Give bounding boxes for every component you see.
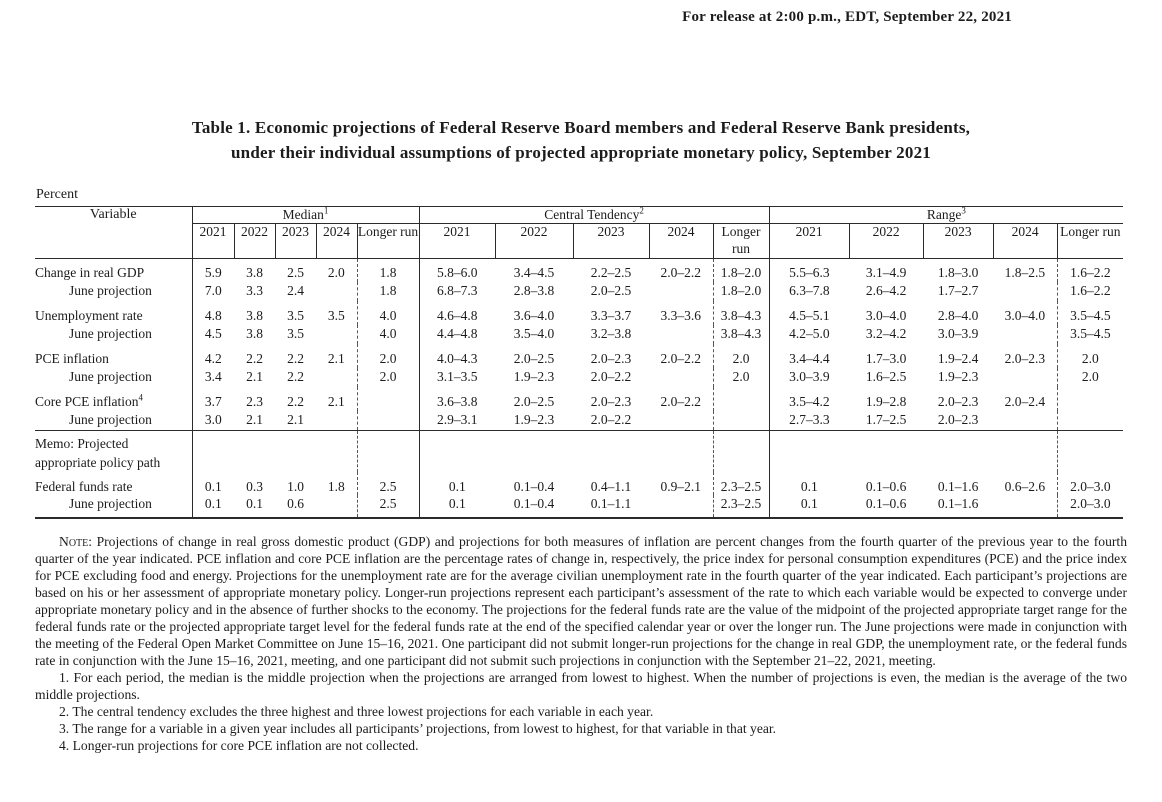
table-cell: 4.6–4.8	[419, 301, 495, 325]
table-cell: 3.4–4.5	[513, 265, 555, 281]
table-cell	[649, 368, 713, 388]
table-cell: 3.8–4.3	[713, 301, 769, 325]
table-cell	[573, 431, 649, 472]
header-range	[769, 207, 1123, 224]
table-cell: 1.8–3.0	[937, 265, 979, 281]
table-cell: 3.5–4.5	[1057, 301, 1123, 325]
table-cell: 2.1	[246, 411, 263, 427]
table-cell: 0.1–0.4	[513, 496, 555, 512]
table-cell: 6.3–7.8	[769, 282, 849, 302]
table-cell: 2.0–2.2	[590, 368, 632, 384]
table-cell	[923, 431, 993, 472]
note-label: Note:	[59, 533, 93, 549]
header-year: 2022	[234, 224, 275, 259]
table-cell: 3.6–3.8	[419, 387, 495, 411]
footnote-marker: 1	[323, 205, 329, 216]
table-cell: 3.8–4.3	[713, 325, 769, 345]
table-cell: 2.2	[246, 351, 263, 367]
header-range-label: Range	[926, 207, 962, 223]
table-cell: 2.8–3.8	[513, 282, 555, 298]
table-cell: 4.5–5.1	[769, 301, 849, 325]
table-cell: 2.5	[357, 472, 419, 496]
table-cell	[649, 411, 713, 431]
table-cell	[713, 387, 769, 411]
table-cell: 3.0–3.9	[769, 368, 849, 388]
table-cell: 2.9–3.1	[419, 411, 495, 431]
table-cell: 0.4–1.1	[590, 478, 632, 494]
header-median-label: Median	[282, 207, 324, 223]
table-cell	[357, 387, 419, 411]
table-cell: 2.0–3.0	[1057, 495, 1123, 518]
table-cell: 0.1–0.4	[513, 478, 555, 494]
table-cell: 3.0–3.9	[937, 325, 979, 341]
table-cell: 1.8	[357, 259, 419, 282]
row-label: June projection	[69, 368, 152, 384]
table-cell: 0.1	[246, 496, 263, 512]
table-cell: 2.4	[287, 282, 304, 298]
footnote-marker: 3	[961, 205, 966, 216]
memo-line1: Memo: Projected	[35, 436, 129, 452]
row-label: June projection	[69, 282, 152, 298]
table-cell: 5.9	[192, 259, 234, 282]
header-year: 2023	[275, 224, 316, 259]
table-cell: 1.8–2.0	[713, 259, 769, 282]
table-cell: 3.4	[192, 368, 234, 388]
table-cell: 5.8–6.0	[419, 259, 495, 282]
table-cell: 4.0	[357, 325, 419, 345]
table-cell: 0.6	[287, 496, 304, 512]
table-cell: 2.0–2.3	[937, 394, 979, 410]
header-year: 2021	[769, 224, 849, 259]
table-cell: 2.1	[246, 368, 263, 384]
table-row-gdp-june	[35, 282, 1123, 302]
table-cell	[649, 325, 713, 345]
table-cell: 2.3	[246, 394, 263, 410]
table-cell: 2.0–2.2	[660, 265, 702, 281]
table-cell: 2.0	[1057, 368, 1123, 388]
header-longer-run: Longer run	[713, 224, 769, 259]
table-cell: 1.7–2.5	[865, 411, 907, 427]
table-cell: 2.0–2.5	[513, 394, 555, 410]
table-cell: 0.1–1.1	[590, 496, 632, 512]
table-cell: 3.5	[327, 308, 345, 324]
table-cell	[849, 431, 923, 472]
table-cell: 3.5	[287, 325, 304, 341]
table-cell: 1.7–2.7	[937, 282, 979, 298]
table-cell	[316, 495, 357, 518]
table-cell	[769, 431, 849, 472]
table-cell: 2.2	[287, 368, 304, 384]
table-cell: 2.0–2.3	[590, 351, 632, 367]
table-cell	[713, 411, 769, 431]
table-cell	[1057, 387, 1123, 411]
table-cell: 4.5	[192, 325, 234, 345]
row-label	[35, 431, 192, 472]
table-cell: 2.0–2.3	[590, 394, 632, 410]
unit-label: Percent	[36, 187, 78, 203]
header-central-tendency	[419, 207, 769, 224]
table-cell: 1.9–2.4	[937, 351, 979, 367]
table-cell: 3.3–3.6	[660, 308, 702, 324]
table-cell: 1.9–2.3	[513, 368, 555, 384]
table-cell: 2.5	[287, 265, 304, 281]
table-cell: 2.0	[357, 368, 419, 388]
row-label: June projection	[69, 325, 152, 341]
header-median	[192, 207, 419, 224]
table-row-core-pce	[35, 387, 1123, 411]
row-label: June projection	[69, 496, 152, 512]
header-year: 2021	[192, 224, 234, 259]
table-cell: 2.0–2.2	[660, 394, 702, 410]
header-year: 2023	[923, 224, 993, 259]
table-cell: 1.9–2.3	[937, 368, 979, 384]
row-label-text: Core PCE inflation	[35, 394, 139, 410]
table-title-line1: Table 1. Economic projections of Federal Reserve Board members and Federal Reserve Bank presidents,	[191, 118, 971, 137]
table-cell: 2.0	[327, 265, 345, 281]
table-cell: 0.1–0.6	[865, 496, 907, 512]
table-cell	[419, 431, 495, 472]
table-cell: 2.2–2.5	[590, 265, 632, 281]
header-year: 2022	[495, 224, 573, 259]
footnote-1: 1. For each period, the median is the middle projection when the projections are arranged from lowest to highest. When the number of projections is even, the median is the average of the two middle projections.	[35, 669, 1127, 702]
table-cell: 3.2–3.8	[590, 325, 632, 341]
table-cell: 1.8	[327, 478, 345, 494]
table-cell	[316, 431, 357, 472]
table-cell: 2.0–2.3	[1004, 351, 1046, 367]
table-cell: 1.9–2.8	[865, 394, 907, 410]
table-cell: 3.3–3.7	[590, 308, 632, 324]
table-cell: 4.4–4.8	[419, 325, 495, 345]
table-cell	[993, 495, 1057, 518]
economic-projections-table	[35, 206, 1123, 519]
table-cell: 3.1–4.9	[865, 265, 907, 281]
table-cell: 1.6–2.5	[865, 368, 907, 384]
table-cell	[495, 431, 573, 472]
table-cell: 3.6–4.0	[513, 308, 555, 324]
release-line: For release at 2:00 p.m., EDT, September 22, 2021	[682, 9, 1012, 25]
table-cell: 6.8–7.3	[419, 282, 495, 302]
table-cell: 0.1	[192, 495, 234, 518]
table-cell: 1.7–3.0	[865, 351, 907, 367]
table-cell	[993, 368, 1057, 388]
table-cell	[649, 495, 713, 518]
table-cell: 4.2–5.0	[769, 325, 849, 345]
table-row-pce-inflation-june	[35, 368, 1123, 388]
table-cell: 2.3–2.5	[713, 495, 769, 518]
table-cell	[649, 282, 713, 302]
table-cell: 2.0–2.2	[660, 351, 702, 367]
table-cell: 1.9–2.3	[513, 411, 555, 427]
table-cell	[316, 368, 357, 388]
table-cell: 2.1	[327, 394, 345, 410]
table-row-pce-inflation	[35, 344, 1123, 368]
table-row-fed-funds-june	[35, 495, 1123, 518]
table-cell	[357, 431, 419, 472]
table-cell: 2.3–2.5	[713, 472, 769, 496]
table-cell: 0.1	[192, 472, 234, 496]
table-cell	[234, 431, 275, 472]
footnote-marker: 4	[138, 392, 143, 403]
table-cell	[1057, 431, 1123, 472]
table-cell: 2.0–2.5	[590, 282, 632, 298]
table-cell: 3.5	[287, 308, 304, 324]
table-cell: 0.1–1.6	[937, 496, 979, 512]
table-cell: 0.1	[419, 472, 495, 496]
table-cell: 0.3	[246, 478, 263, 494]
header-year: 2024	[316, 224, 357, 259]
table-cell	[316, 411, 357, 431]
table-cell: 3.8	[246, 265, 263, 281]
table-cell	[993, 431, 1057, 472]
table-cell: 2.6–4.2	[865, 282, 907, 298]
table-row-unemployment	[35, 301, 1123, 325]
section-header-row	[35, 207, 1123, 224]
table-cell: 2.0	[357, 344, 419, 368]
header-year: 2022	[849, 224, 923, 259]
header-longer-run: Longer run	[357, 224, 419, 259]
table-cell	[993, 325, 1057, 345]
table-cell: 3.5–4.0	[513, 325, 555, 341]
table-row-core-pce-june	[35, 411, 1123, 431]
header-longer-run: Longer run	[1057, 224, 1123, 259]
table-cell: 0.9–2.1	[660, 478, 702, 494]
table-cell: 3.2–4.2	[865, 325, 907, 341]
table-cell: 4.2	[192, 344, 234, 368]
table-cell: 1.6–2.2	[1057, 259, 1123, 282]
note-paragraph	[35, 533, 1127, 669]
table-cell: 3.1–3.5	[419, 368, 495, 388]
row-label	[35, 387, 192, 411]
table-row-gdp	[35, 259, 1123, 282]
table-cell: 5.5–6.3	[769, 259, 849, 282]
row-label: June projection	[69, 411, 152, 427]
table-cell: 3.0–4.0	[1004, 308, 1046, 324]
table-cell: 3.8	[246, 325, 263, 341]
table-cell: 2.0	[713, 344, 769, 368]
table-cell: 2.0–2.5	[513, 351, 555, 367]
table-cell: 2.0–2.3	[937, 411, 979, 427]
table-cell: 3.7	[192, 387, 234, 411]
table-cell: 0.1–0.6	[865, 478, 907, 494]
row-label: Unemployment rate	[35, 308, 143, 324]
table-cell	[316, 325, 357, 345]
memo-line2: appropriate policy path	[35, 454, 161, 470]
header-year: 2021	[419, 224, 495, 259]
table-cell: 1.8	[357, 282, 419, 302]
row-label: Federal funds rate	[35, 478, 133, 494]
table-cell: 4.8	[192, 301, 234, 325]
table-cell: 4.0	[357, 301, 419, 325]
table-cell: 2.0–2.4	[1004, 394, 1046, 410]
header-variable: Variable	[35, 207, 192, 259]
table-cell: 3.0	[192, 411, 234, 431]
table-title-line2: under their individual assumptions of projected appropriate monetary policy, September 2021	[231, 142, 931, 162]
table-cell	[993, 282, 1057, 302]
table-cell: 3.4–4.4	[769, 344, 849, 368]
table-cell: 0.1	[769, 472, 849, 496]
header-year: 2024	[993, 224, 1057, 259]
table-cell: 0.1–1.6	[937, 478, 979, 494]
table-cell: 7.0	[192, 282, 234, 302]
table-cell: 2.0–2.2	[590, 411, 632, 427]
table-cell	[713, 431, 769, 472]
note-text: Projections of change in real gross domestic product (GDP) and projections for both measures of inflation are percent changes from the fourth quarter of the previous year to the fourth quarter of the year indicated. PCE inflation and core PCE inflation are the percentage rates of change in, respectively, the price index for personal consumption expenditures (PCE) and the price index for PCE excluding food and energy. Projections for the unemployment rate are for the average civilian unemployment rate in the fourth quarter of the year indicated. Each participant’s projections are based on his or her assessment of appropriate monetary policy. Longer-run projections represent each participant’s assessment of the rate to which each variable would be expected to converge under appropriate monetary policy and in the absence of further shocks to the economy. The projections for the federal funds rate are the value of the midpoint of the projected appropriate target range for the federal funds rate or the projected appropriate target level for the federal funds rate at the end of the specified calendar year or over the longer run. The June projections were made in conjunction with the meeting of the Federal Open Market Committee on June 15–16, 2021. One participant did not submit longer-run projections for the change in real GDP, the unemployment rate, or the federal funds rate in conjunction with the June 15–16, 2021, meeting, and one participant did not submit such projections in conjunction with the September 21–22, 2021, meeting.	[35, 533, 1127, 668]
table-cell: 3.5–4.2	[769, 387, 849, 411]
table-row-fed-funds	[35, 472, 1123, 496]
table-cell	[1057, 411, 1123, 431]
notes-section	[35, 533, 1127, 754]
footnote-3: 3. The range for a variable in a given year includes all participants’ projections, from lowest to highest, for that variable in that year.	[59, 720, 777, 736]
table-cell	[649, 431, 713, 472]
table-cell: 0.1	[419, 495, 495, 518]
table-cell: 2.0	[1057, 344, 1123, 368]
table-cell: 2.0–3.0	[1057, 472, 1123, 496]
table-cell	[357, 411, 419, 431]
table-cell: 1.8–2.0	[713, 282, 769, 302]
table-cell: 2.5	[357, 495, 419, 518]
footnote-4: 4. Longer-run projections for core PCE inflation are not collected.	[59, 737, 419, 753]
header-year: 2024	[649, 224, 713, 259]
table-cell: 1.8–2.5	[1004, 265, 1046, 281]
row-label: PCE inflation	[35, 351, 109, 367]
table-cell: 3.8	[246, 308, 263, 324]
table-cell: 0.6–2.6	[1004, 478, 1046, 494]
row-label: Change in real GDP	[35, 265, 145, 281]
table-cell: 2.7–3.3	[769, 411, 849, 431]
table-cell: 3.0–4.0	[865, 308, 907, 324]
table-cell	[993, 411, 1057, 431]
table-cell: 1.0	[287, 478, 304, 494]
table-cell: 4.0–4.3	[419, 344, 495, 368]
table-cell: 1.6–2.2	[1057, 282, 1123, 302]
table-title	[35, 116, 1127, 165]
table-cell: 2.2	[287, 351, 304, 367]
table-cell: 3.3	[246, 282, 263, 298]
table-cell: 3.5–4.5	[1057, 325, 1123, 345]
table-cell	[192, 431, 234, 472]
table-cell	[316, 282, 357, 302]
footnote-marker: 2	[639, 205, 644, 216]
table-cell: 2.2	[287, 394, 304, 410]
table-cell: 2.1	[327, 351, 345, 367]
header-central-tendency-label: Central Tendency	[544, 207, 640, 223]
table-cell: 2.8–4.0	[937, 308, 979, 324]
table-row-memo	[35, 431, 1123, 472]
table-cell: 2.0	[713, 368, 769, 388]
table-cell: 2.1	[287, 411, 304, 427]
header-year: 2023	[573, 224, 649, 259]
footnote-2: 2. The central tendency excludes the three highest and three lowest projections for each variable in each year.	[59, 703, 654, 719]
table-cell	[275, 431, 316, 472]
table-row-unemployment-june	[35, 325, 1123, 345]
table-cell: 0.1	[769, 495, 849, 518]
year-header-row	[35, 224, 1123, 259]
